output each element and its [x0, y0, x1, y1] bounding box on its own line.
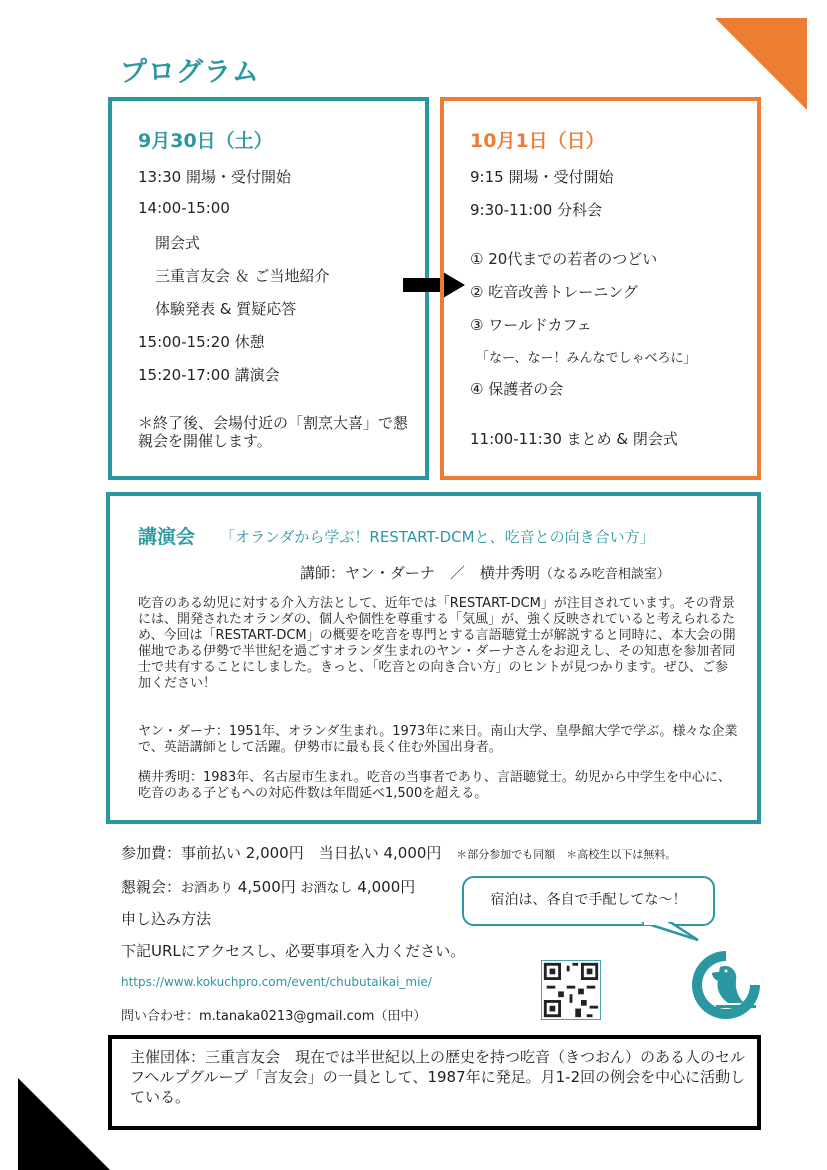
day2-session: ③ ワールドカフェ	[470, 316, 592, 334]
fee-participation	[121, 842, 676, 863]
day1-line: 14:00-15:00	[138, 199, 230, 217]
apply-text: 下記URLにアクセスし、必要事項を入力ください。	[121, 942, 466, 960]
day2-session: ② 吃音改善トレーニング	[470, 283, 638, 301]
fee-party-with-price: 4,500円	[233, 878, 301, 896]
fee-party	[121, 876, 415, 897]
day1-line: 体験発表 & 質疑応答	[155, 300, 297, 318]
page-title: プログラム	[120, 57, 260, 88]
talk-description: 吃音のある幼児に対する介入方法として、近年では「RESTART-DCM」が注目されています。その背景には、開発されたオランダの、個人や個性を尊重する「気風」が、強く反映されていると考えられるため、今回は「RESTART-DCM」の概要を吃音を専門とする言語聴覚士が解説すると同時に、本大会の開催地である伊勢で半世紀を過ごすオランダ生まれのヤン・ダーナさんをお迎えし、その知恵を参加者同士で共有することにしました。きっと、「吃音との向き合い方」のヒントが見つかります。ぜひ、ご参加ください！	[138, 596, 736, 691]
day1-line: 開会式	[155, 234, 201, 252]
contact-email[interactable]: 問い合わせ：m.tanaka0213@gmail.com（田中）	[121, 1009, 427, 1024]
speech-bubble-tail	[640, 922, 700, 942]
talk-speaker-names: 講師：ヤン・ダーナ ／ 横井秀明	[300, 564, 540, 582]
day2-date: 10月1日（日）	[470, 130, 605, 152]
corner-decoration-bottom-left	[18, 1078, 110, 1170]
talk-speaker	[300, 562, 670, 583]
fee-party-without: お酒なし	[300, 881, 353, 896]
speech-bubble: 宿泊は、各自で手配してな〜！	[462, 876, 715, 926]
talk-subtitle: 「オランダから学ぶ！RESTART-DCMと、吃音との向き合い方」	[220, 528, 655, 546]
fee-party-label: 懇親会：	[121, 878, 182, 896]
apply-heading: 申し込み方法	[121, 910, 212, 928]
day1-note: ＊終了後、会場付近の「割烹大喜」で懇親会を開催します。	[138, 414, 409, 450]
day2-session3-sub: 「なー、なー！みんなでしゃべろに」	[476, 351, 697, 366]
fee-participation-text: 参加費：事前払い 2,000円 当日払い 4,000円	[121, 844, 442, 862]
organizer-text: 主催団体：三重言友会 現在では半世紀以上の歴史を持つ吃音（きつおん）のある人のセルフヘルプグループ「言友会」の一員として、1987年に発足。月1-2回の例会を中心に活動している。	[130, 1048, 746, 1106]
speaker-bio-dana: ヤン・ダーナ：1951年、オランダ生まれ。1973年に来日。南山大学、皇學館大学で学ぶ。様々な企業で、英語講師として活躍。伊勢市に最も長く住む外国出身者。	[138, 724, 738, 755]
day2-closing: 11:00-11:30 まとめ & 閉会式	[470, 430, 678, 448]
day2-session: ① 20代までの若者のつどい	[470, 250, 658, 268]
talk-speaker-affiliation: （なるみ吃音相談室）	[539, 567, 670, 582]
day1-line: 15:00-15:20 休憩	[138, 333, 265, 351]
day2-line: 9:15 開場・受付開始	[470, 168, 614, 186]
day1-line: 13:30 開場・受付開始	[138, 168, 291, 186]
talk-heading: 講演会	[138, 526, 196, 548]
day2-session: ④ 保護者の会	[470, 380, 564, 398]
day1-date: 9月30日（土）	[138, 130, 273, 152]
fee-participation-note: ＊部分参加でも同額 ＊高校生以下は無料。	[456, 848, 677, 861]
day1-line: 三重言友会 ＆ ご当地紹介	[155, 267, 330, 285]
fee-party-with: お酒あり	[181, 881, 234, 896]
day1-line: 15:20-17:00 講演会	[138, 366, 280, 384]
fee-party-without-price: 4,000円	[352, 878, 416, 896]
bird-logo-icon	[686, 945, 766, 1025]
speaker-bio-yokoi: 横井秀明：1983年、名古屋市生まれ。吃音の当事者であり、言語聴覚士。幼児から中学生を中心に、吃音のある子どもへの対応件数は年間延べ1,500を超える。	[138, 770, 731, 801]
qr-code-icon[interactable]	[541, 960, 601, 1020]
registration-url-link[interactable]: https://www.kokuchpro.com/event/chubutaikai_mie/	[121, 975, 432, 989]
day2-line: 9:30-11:00 分科会	[470, 201, 603, 219]
